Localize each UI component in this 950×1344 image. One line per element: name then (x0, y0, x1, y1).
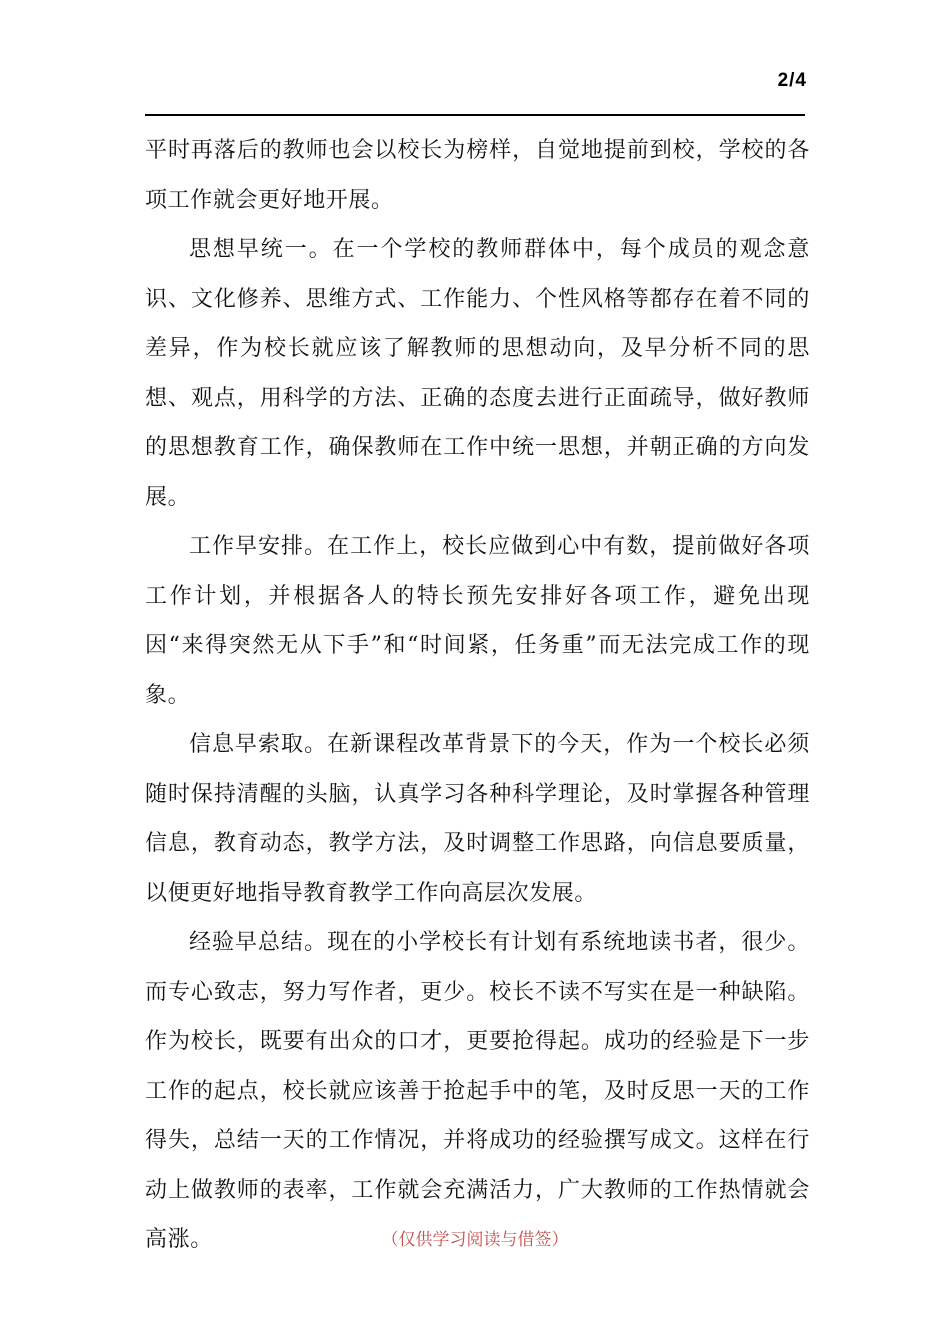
paragraph-work-arrangement: 工作早安排。在工作上，校长应做到心中有数，提前做好各项工作计划，并根据各人的特长预先安排好各项工作，避免出现因“来得突然无从下手”和“时间紧，任务重”而无法完成工作的现象。 (145, 534, 810, 708)
paragraph-information: 信息早索取。在新课程改革背景下的今天，作为一个校长必须随时保持清醒的头脑，认真学习各种科学理论，及时掌握各种管理信息，教育动态，教学方法，及时调整工作思路，向信息要质量，以便更好地指导教育教学工作向高层次发展。 (145, 732, 810, 906)
paragraph-experience-summary: 经验早总结。现在的小学校长有计划有系统地读书者，很少。而专心致志，努力写作者，更少。校长不读不写实在是一种缺陷。作为校长，既要有出众的口才，更要抢得起。成功的经验是下一步工作的起点，校长就应该善于抢起手中的笔，及时反思一天的工作得失，总结一天的工作情况，并将成功的经验撰写成文。这样在行动上做教师的表率，工作就会充满活力，广大教师的工作热情就会高涨。 (145, 930, 810, 1252)
header-divider (145, 114, 805, 116)
paragraph-thought-unity: 思想早统一。在一个学校的教师群体中，每个成员的观念意识、文化修养、思维方式、工作能力、个性风格等都存在着不同的差异，作为校长就应该了解教师的思想动向，及早分析不同的思想、观点，用科学的方法、正确的态度去进行正面疏导，做好教师的思想教育工作，确保教师在工作中统一思想，并朝正确的方向发展。 (145, 237, 810, 510)
footer-note: （仅供学习阅读与借签） (381, 1230, 569, 1250)
paragraph-continuation: 平时再落后的教师也会以校长为榜样，自觉地提前到校，学校的各项工作就会更好地开展。 (145, 138, 810, 213)
document-body (145, 126, 810, 1265)
page-number: 2/4 (777, 70, 807, 91)
